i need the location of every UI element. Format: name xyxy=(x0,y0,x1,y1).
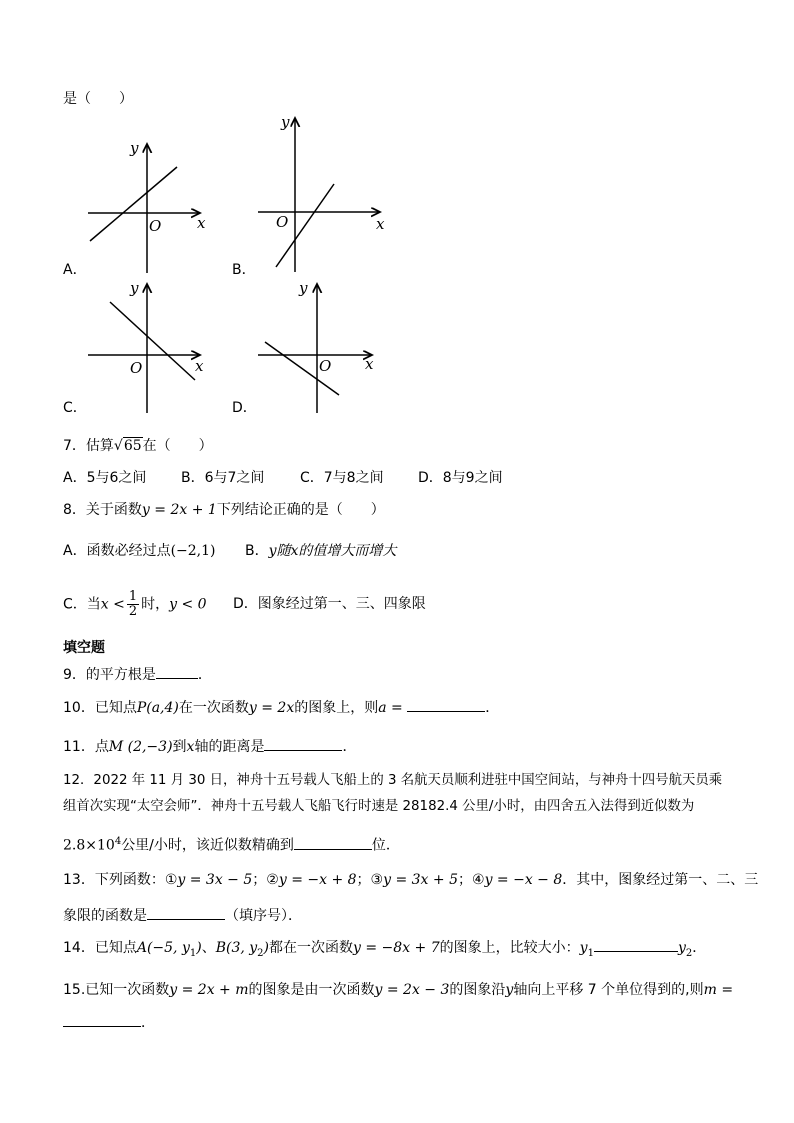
question-12-line-3: $2.8\times 10^4$公里/小时，该近似数精确到 位． xyxy=(63,836,400,854)
q8-option-d: D．图象经过第一、三、四象限 xyxy=(233,596,426,612)
q10-answer-blank[interactable] xyxy=(407,697,485,712)
function-line xyxy=(90,167,177,241)
section-title: 填空题 xyxy=(63,640,105,656)
q13-answer-blank[interactable] xyxy=(147,905,225,920)
q7-option-c: C．7与8之间 xyxy=(300,470,384,486)
q8-option-c: C．当x < $\frac{1}{2}$ 时，y < 0 xyxy=(63,589,207,619)
q6-tail: 是（ ） xyxy=(63,91,133,107)
q8-option-b: B．y随x的值增大而增大 xyxy=(245,543,397,559)
question-12-line-2: 组首次实现“太空会师”．神舟十五号载人飞船飞行时速是 28182.4 公里/小时，由四舍五入法得到近似数为 xyxy=(63,799,695,814)
x-label: x xyxy=(376,215,385,233)
y-label: y xyxy=(299,279,308,297)
question-13: 13．下列函数：①y = 3x − 5；②y = −x + 8；③y = 3x + 5；④y = −x − 8．其中，图象经过第一、二、三 xyxy=(63,872,759,888)
q12-answer-blank[interactable] xyxy=(294,835,372,850)
q15-answer-blank[interactable] xyxy=(63,1012,141,1027)
question-9: 9．的平方根是 ． xyxy=(63,664,212,685)
question-12-line-1: 12．2022 年 11 月 30 日，神舟十五号载人飞船上的 3 名航天员顺利进驻中国空间站，与神舟十四号航天员乘 xyxy=(63,773,723,788)
y-label: y xyxy=(130,279,139,297)
question-7 xyxy=(63,436,213,456)
q7-suffix: 在（ ） xyxy=(142,438,213,454)
option-b-label: B． xyxy=(232,262,256,278)
function-line xyxy=(110,302,195,380)
question-15-line-2: ． xyxy=(63,1012,155,1033)
x-label: x xyxy=(197,214,206,232)
graph-c xyxy=(85,280,210,415)
x-label: x xyxy=(365,355,374,373)
q8-point: (−2,1) xyxy=(170,543,216,559)
q8-option-a: A．函数必经过点(−2,1) xyxy=(63,543,216,559)
question-14: 14．已知点A(−5, $y_1$)、B(3, $y_2$)都在一次函数y = −8x + 7的图象上，比较大小：$y_1$ $y_2$． xyxy=(63,937,706,964)
q11-answer-blank[interactable] xyxy=(264,736,342,751)
origin-label: O xyxy=(149,217,162,235)
fraction-one-half: $\frac{1}{2}$ xyxy=(128,589,138,619)
x-label: x xyxy=(195,357,204,375)
question-13-line-2: 象限的函数是 （填序号）． xyxy=(63,905,302,926)
question-11: 11．点M (2,−3)到x轴的距离是 ． xyxy=(63,736,356,757)
origin-label: O xyxy=(276,213,289,231)
question-8: 8．关于函数y = 2x + 1下列结论正确的是（ ） xyxy=(63,502,385,518)
q14-answer-blank[interactable] xyxy=(594,937,678,952)
option-c-label: C． xyxy=(63,400,87,416)
y-label: y xyxy=(281,113,290,131)
q9-answer-blank[interactable] xyxy=(156,664,198,679)
q8-function: y = 2x + 1 xyxy=(141,502,217,518)
sqrt-65: √65 xyxy=(113,438,142,454)
origin-label: O xyxy=(319,357,332,375)
graph-b xyxy=(255,112,390,274)
graph-a xyxy=(85,140,210,275)
q7-option-b: B．6与7之间 xyxy=(181,470,265,486)
q7-option-d: D．8与9之间 xyxy=(418,470,503,486)
y-label: y xyxy=(130,139,139,157)
question-10: 10．已知点P(a,4)在一次函数y = 2x的图象上，则a = ． xyxy=(63,697,499,718)
question-15: 15.已知一次函数y = 2x + m的图象是由一次函数y = 2x − 3的图象沿y轴向上平移 7 个单位得到的,则m = xyxy=(63,982,734,998)
origin-label: O xyxy=(130,359,143,377)
graph-d xyxy=(255,280,380,415)
option-a-label: A． xyxy=(63,262,87,278)
q7-option-a: A．5与6之间 xyxy=(63,470,147,486)
q7-prefix: 7．估算 xyxy=(63,438,114,454)
option-d-label: D． xyxy=(232,400,257,416)
